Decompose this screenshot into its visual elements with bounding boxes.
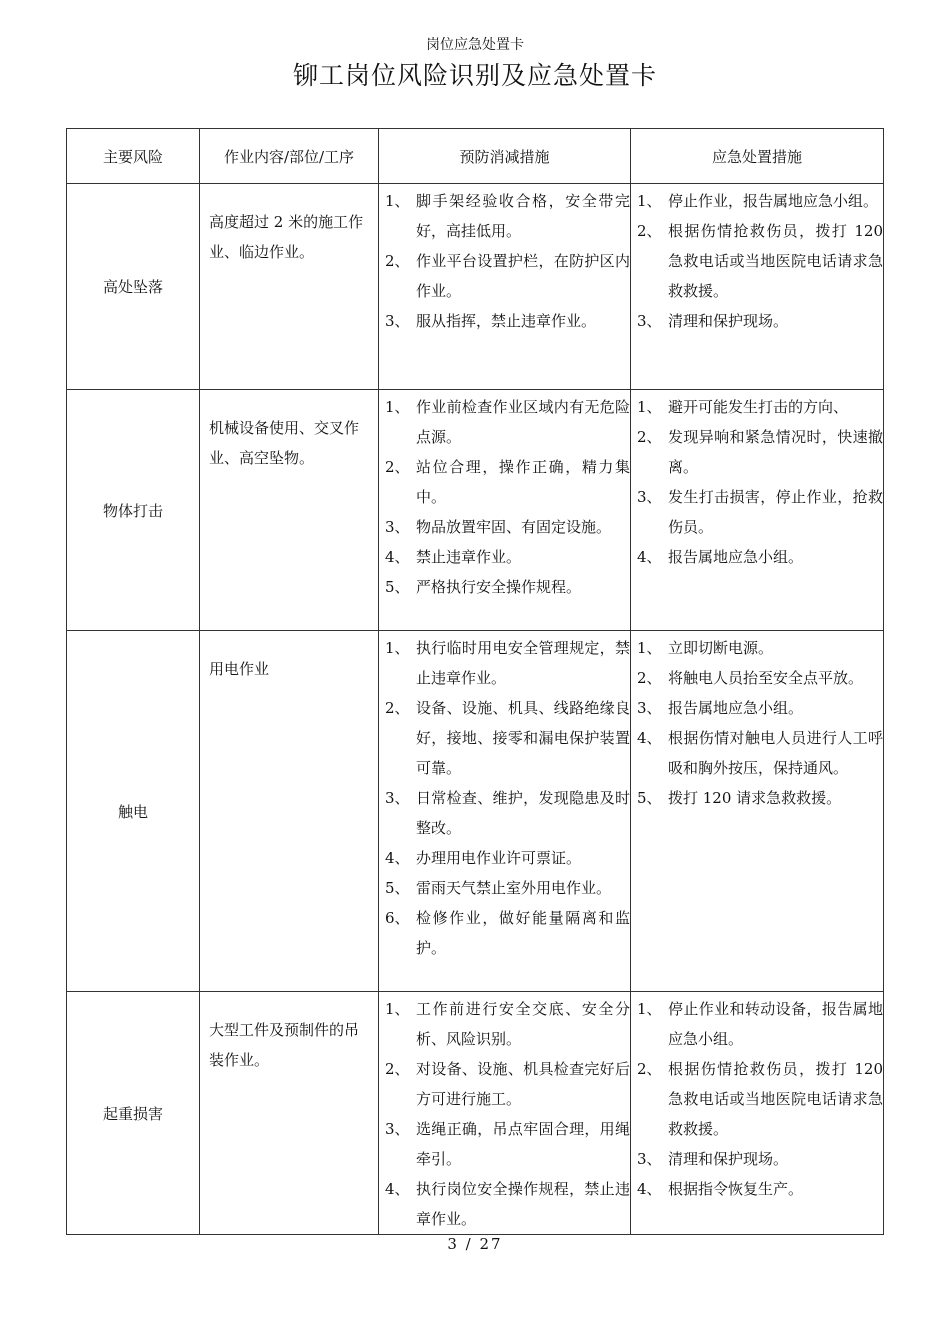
item-number: 3、	[385, 789, 410, 807]
item-number: 1、	[385, 1000, 410, 1018]
item-text: 根据指令恢复生产。	[668, 1180, 804, 1198]
item-number: 1、	[385, 639, 410, 657]
item-text: 清理和保护现场。	[668, 312, 789, 330]
prevention-list-wrap	[385, 633, 630, 963]
prevention-list-wrap	[385, 994, 630, 1234]
item-number: 2、	[637, 428, 662, 446]
running-header: 岗位应急处置卡	[426, 37, 524, 53]
item-text: 报告属地应急小组。	[668, 548, 804, 566]
header-task: 作业内容/部位/工序	[200, 129, 379, 184]
header-prevention: 预防消减措施	[379, 129, 631, 184]
table-row	[67, 631, 884, 992]
item-number: 3、	[385, 312, 410, 330]
response-cell	[631, 184, 884, 390]
list-item	[637, 663, 883, 693]
item-text: 雷雨天气禁止室外用电作业。	[416, 879, 612, 897]
list-item	[385, 994, 630, 1054]
item-number: 3、	[637, 312, 662, 330]
prevention-list	[385, 186, 630, 336]
response-list	[637, 994, 883, 1204]
item-number: 4、	[637, 729, 662, 747]
list-item	[385, 783, 630, 843]
task-cell: 高度超过 2 米的施工作业、临边作业。	[200, 184, 379, 390]
list-item	[637, 542, 883, 572]
list-item	[385, 633, 630, 693]
list-item	[385, 1054, 630, 1114]
item-number: 3、	[637, 1150, 662, 1168]
item-text: 脚手架经验收合格，安全带完好，高挂低用。	[416, 192, 630, 240]
risk-cell: 物体打击	[67, 390, 200, 631]
item-text: 物品放置牢固、有固定设施。	[416, 518, 612, 536]
item-text: 作业前检查作业区域内有无危险点源。	[416, 398, 630, 446]
list-item	[385, 186, 630, 246]
list-item	[385, 246, 630, 306]
list-item	[637, 633, 883, 663]
item-number: 2、	[385, 699, 410, 717]
item-number: 2、	[637, 669, 662, 687]
prevention-cell	[379, 992, 631, 1235]
item-number: 2、	[637, 1060, 662, 1078]
item-text: 报告属地应急小组。	[668, 699, 804, 717]
item-text: 执行岗位安全操作规程，禁止违章作业。	[416, 1180, 630, 1228]
item-text: 停止作业，报告属地应急小组。	[668, 192, 879, 210]
list-item	[637, 693, 883, 723]
list-item	[637, 482, 883, 542]
item-text: 清理和保护现场。	[668, 1150, 789, 1168]
item-text: 对设备、设施、机具检查完好后方可进行施工。	[416, 1060, 630, 1108]
prevention-list	[385, 392, 630, 602]
table-row	[67, 390, 884, 631]
response-list	[637, 633, 883, 813]
response-list-wrap	[637, 392, 883, 572]
list-item	[385, 1114, 630, 1174]
item-text: 禁止违章作业。	[416, 548, 522, 566]
task-cell: 用电作业	[200, 631, 379, 992]
item-text: 根据伤情对触电人员进行人工呼吸和胸外按压，保持通风。	[668, 729, 883, 777]
response-list-wrap	[637, 994, 883, 1204]
item-number: 4、	[637, 548, 662, 566]
prevention-cell	[379, 390, 631, 631]
list-item	[637, 186, 883, 216]
item-text: 工作前进行安全交底、安全分析、风险识别。	[416, 1000, 630, 1048]
item-number: 2、	[385, 252, 410, 270]
item-number: 4、	[637, 1180, 662, 1198]
item-text: 办理用电作业许可票证。	[416, 849, 582, 867]
item-text: 立即切断电源。	[668, 639, 774, 657]
prevention-cell	[379, 631, 631, 992]
item-text: 拨打 120 请求急救救援。	[668, 789, 842, 807]
item-number: 5、	[637, 789, 662, 807]
item-number: 1、	[637, 1000, 662, 1018]
response-list	[637, 186, 883, 336]
item-number: 2、	[385, 458, 410, 476]
item-number: 6、	[385, 909, 410, 927]
item-text: 避开可能发生打击的方向、	[668, 398, 849, 416]
item-number: 1、	[637, 192, 662, 210]
list-item	[637, 994, 883, 1054]
item-text: 站位合理，操作正确，精力集中。	[416, 458, 630, 506]
list-item	[385, 306, 630, 336]
item-number: 5、	[385, 578, 410, 596]
list-item	[637, 422, 883, 482]
item-text: 选绳正确，吊点牢固合理，用绳牵引。	[416, 1120, 630, 1168]
item-number: 4、	[385, 849, 410, 867]
list-item	[637, 1054, 883, 1144]
prevention-list	[385, 994, 630, 1234]
item-number: 3、	[637, 488, 662, 506]
item-number: 1、	[385, 398, 410, 416]
table-row	[67, 992, 884, 1235]
list-item	[637, 1174, 883, 1204]
item-text: 根据伤情抢救伤员，拨打 120 急救电话或当地医院电话请求急救救援。	[668, 222, 883, 300]
list-item	[385, 1174, 630, 1234]
risk-table	[66, 128, 884, 1235]
page-title: 铆工岗位风险识别及应急处置卡	[292, 61, 657, 90]
item-text: 发现异响和紧急情况时，快速撤离。	[668, 428, 883, 476]
list-item	[385, 873, 630, 903]
item-number: 3、	[385, 1120, 410, 1138]
item-text: 检修作业，做好能量隔离和监护。	[416, 909, 630, 957]
response-cell	[631, 390, 884, 631]
list-item	[637, 392, 883, 422]
prevention-cell	[379, 184, 631, 390]
item-number: 4、	[385, 1180, 410, 1198]
prevention-list-wrap	[385, 186, 630, 336]
task-cell: 大型工件及预制件的吊装作业。	[200, 992, 379, 1235]
item-text: 设备、设施、机具、线路绝缘良好，接地、接零和漏电保护装置可靠。	[416, 699, 630, 777]
response-list-wrap	[637, 186, 883, 336]
item-number: 4、	[385, 548, 410, 566]
item-number: 1、	[637, 639, 662, 657]
response-list-wrap	[637, 633, 883, 813]
item-text: 执行临时用电安全管理规定，禁止违章作业。	[416, 639, 630, 687]
item-text: 根据伤情抢救伤员，拨打 120 急救电话或当地医院电话请求急救救援。	[668, 1060, 883, 1138]
item-text: 停止作业和转动设备，报告属地应急小组。	[668, 1000, 883, 1048]
header-risk: 主要风险	[67, 129, 200, 184]
response-cell	[631, 631, 884, 992]
item-text: 日常检查、维护，发现隐患及时整改。	[416, 789, 630, 837]
list-item	[385, 903, 630, 963]
item-number: 1、	[385, 192, 410, 210]
list-item	[637, 216, 883, 306]
list-item	[385, 693, 630, 783]
list-item	[637, 723, 883, 783]
list-item	[385, 392, 630, 452]
item-text: 服从指挥，禁止违章作业。	[416, 312, 597, 330]
list-item	[385, 843, 630, 873]
risk-cell: 起重损害	[67, 992, 200, 1235]
item-number: 3、	[637, 699, 662, 717]
header-response: 应急处置措施	[631, 129, 884, 184]
task-cell: 机械设备使用、交叉作业、高空坠物。	[200, 390, 379, 631]
item-number: 1、	[637, 398, 662, 416]
risk-cell: 高处坠落	[67, 184, 200, 390]
list-item	[385, 512, 630, 542]
list-item	[637, 783, 883, 813]
item-text: 作业平台设置护栏，在防护区内作业。	[416, 252, 630, 300]
item-text: 将触电人员抬至安全点平放。	[668, 669, 864, 687]
risk-cell: 触电	[67, 631, 200, 992]
table-header-row	[67, 129, 884, 184]
item-number: 2、	[385, 1060, 410, 1078]
item-text: 严格执行安全操作规程。	[416, 578, 582, 596]
item-number: 5、	[385, 879, 410, 897]
list-item	[385, 542, 630, 572]
response-cell	[631, 992, 884, 1235]
page-number: 3 / 27	[447, 1235, 503, 1253]
item-number: 3、	[385, 518, 410, 536]
list-item	[637, 306, 883, 336]
prevention-list-wrap	[385, 392, 630, 602]
table-row	[67, 184, 884, 390]
list-item	[385, 572, 630, 602]
list-item	[637, 1144, 883, 1174]
item-number: 2、	[637, 222, 662, 240]
list-item	[385, 452, 630, 512]
item-text: 发生打击损害，停止作业，抢救伤员。	[668, 488, 883, 536]
response-list	[637, 392, 883, 572]
prevention-list	[385, 633, 630, 963]
